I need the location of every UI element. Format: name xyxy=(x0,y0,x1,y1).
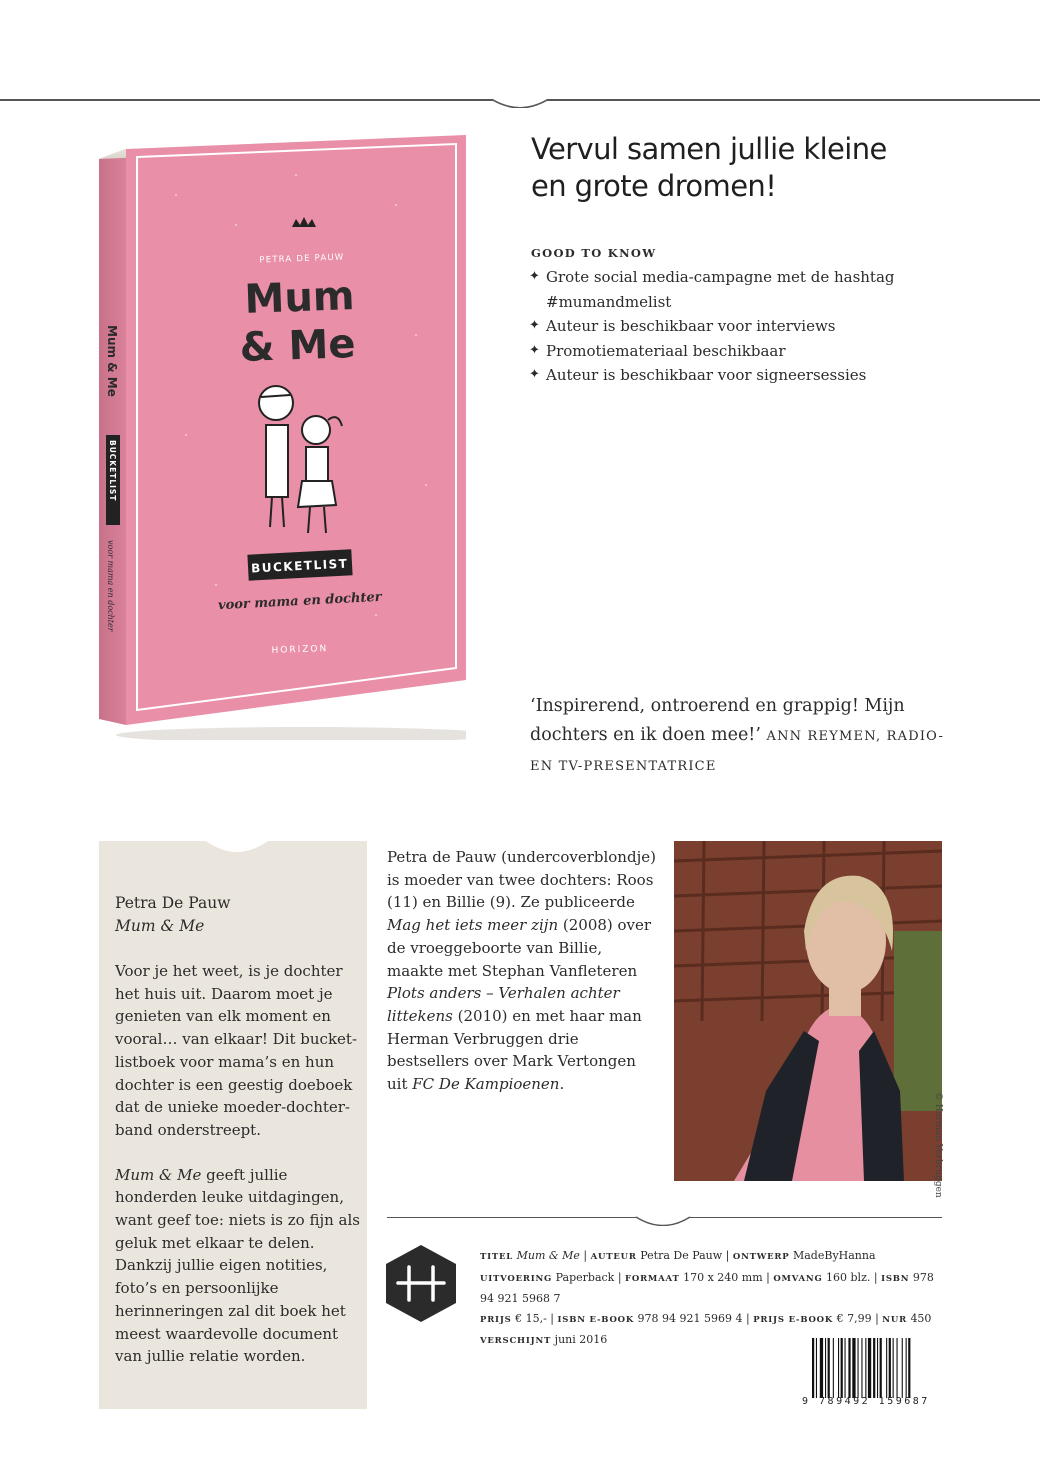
cover-subtitle: voor mama en dochter xyxy=(217,589,382,614)
barcode xyxy=(812,1338,942,1398)
colophon-row: PRIJS € 15,- | ISBN E-BOOK 978 94 921 5969 4 | PRIJS E-BOOK € 7,99 | NUR 450 xyxy=(480,1311,932,1325)
panel-paragraph-2: Mum & Me geeft jullie honderden leuke uitdagingen, want geef toe: niets is zo fijn als geluk met elkaar te delen. Dankzij jullie eigen notities, foto’s en persoonlijke herinneringen zal dit boek het meest waardevolle document van jullie relatie worden. xyxy=(115,1165,360,1366)
spine-title: Mum & Me xyxy=(105,325,119,397)
bullet-star-icon: ✦ xyxy=(529,367,540,382)
good-to-know-list xyxy=(529,265,959,388)
panel-paragraph-1: Voor je het weet, is je dochter het huis uit. Daarom moet je genieten van elk moment en vooral… van elkaar! Dit bucket-listboek voor mama’s en hun dochter is een geestig doeboek dat de unieke moeder-dochter-band onderstreept. xyxy=(115,962,358,1139)
cover-author: PETRA DE PAUW xyxy=(259,252,345,266)
cover-title-line1: Mum xyxy=(243,273,356,323)
panel-notch xyxy=(206,841,268,855)
headline xyxy=(531,131,951,205)
author-photo xyxy=(674,841,942,1181)
divider-notch xyxy=(636,1210,690,1226)
quote-attribution: ANN REYMEN, RADIO- EN TV-PRESENTATRICE xyxy=(530,729,945,774)
panel-book-title: Mum & Me xyxy=(115,917,205,935)
bullet-star-icon: ✦ xyxy=(529,269,540,284)
good-to-know-title: GOOD TO KNOW xyxy=(531,246,657,260)
cover-publisher: HORIZON xyxy=(271,644,329,656)
spine-badge: BUCKETLIST xyxy=(108,440,117,502)
panel-body xyxy=(115,960,360,1390)
divider-notch xyxy=(492,92,548,108)
spine-subtitle: voor mama en dochter xyxy=(106,540,115,632)
quote-text: ‘Inspirerend, ontroerend en grappig! Mijn dochters en ik doen mee!’ xyxy=(530,696,905,745)
barcode-number: 9 789492 159687 xyxy=(802,1396,930,1407)
headline-line2: en grote dromen! xyxy=(531,169,777,203)
list-item: ✦ Auteur is beschikbaar voor interviews xyxy=(529,314,959,339)
colophon-row: UITVOERING Paperback | FORMAAT 170 x 240 mm | OMVANG 160 blz. | ISBN 978 94 921 5968 7 xyxy=(480,1270,934,1305)
bullet-star-icon: ✦ xyxy=(529,342,540,358)
author-bio: Petra de Pauw (undercoverblondje) is moeder van twee dochters: Roos (11) en Billie (9). Ze publiceerde Mag het iets meer zijn (2008) over de vroeggeboorte van Billie, maakte met Stephan Vanfleteren Plots anders – Verhalen achter littekens (2010) en met haar man Herman Verbruggen drie bestsellers over Mark Vertongen uit FC De Kampioenen. xyxy=(387,848,656,1094)
colophon xyxy=(480,1246,950,1352)
bio-name: Petra de Pauw xyxy=(387,848,497,866)
book-cover-image xyxy=(96,135,466,740)
photo-credit: © Herman Verbruggen xyxy=(933,1092,943,1198)
colophon-row: TITEL Mum & Me | AUTEUR Petra De Pauw | ONTWERP MadeByHanna xyxy=(480,1249,876,1262)
panel-author: Petra De Pauw xyxy=(115,894,231,912)
colophon-row: VERSCHIJNT juni 2016 xyxy=(480,1333,608,1346)
list-item: ✦ Promotiemateriaal beschikbaar xyxy=(529,339,959,364)
cover-title-line2: & Me xyxy=(238,321,357,372)
headline-line1: Vervul samen jullie kleine xyxy=(531,132,887,166)
panel-heading xyxy=(115,892,355,938)
publisher-logo xyxy=(386,1245,456,1322)
bullet-star-icon: ✦ xyxy=(529,318,540,333)
list-item: ✦ Auteur is beschikbaar voor signeersessies xyxy=(529,363,959,388)
cover-badge: BUCKETLIST xyxy=(250,556,349,576)
list-item: ✦ Grote social media-campagne met de hashtag #mumandmelist xyxy=(529,265,959,314)
review-quote xyxy=(530,692,950,781)
